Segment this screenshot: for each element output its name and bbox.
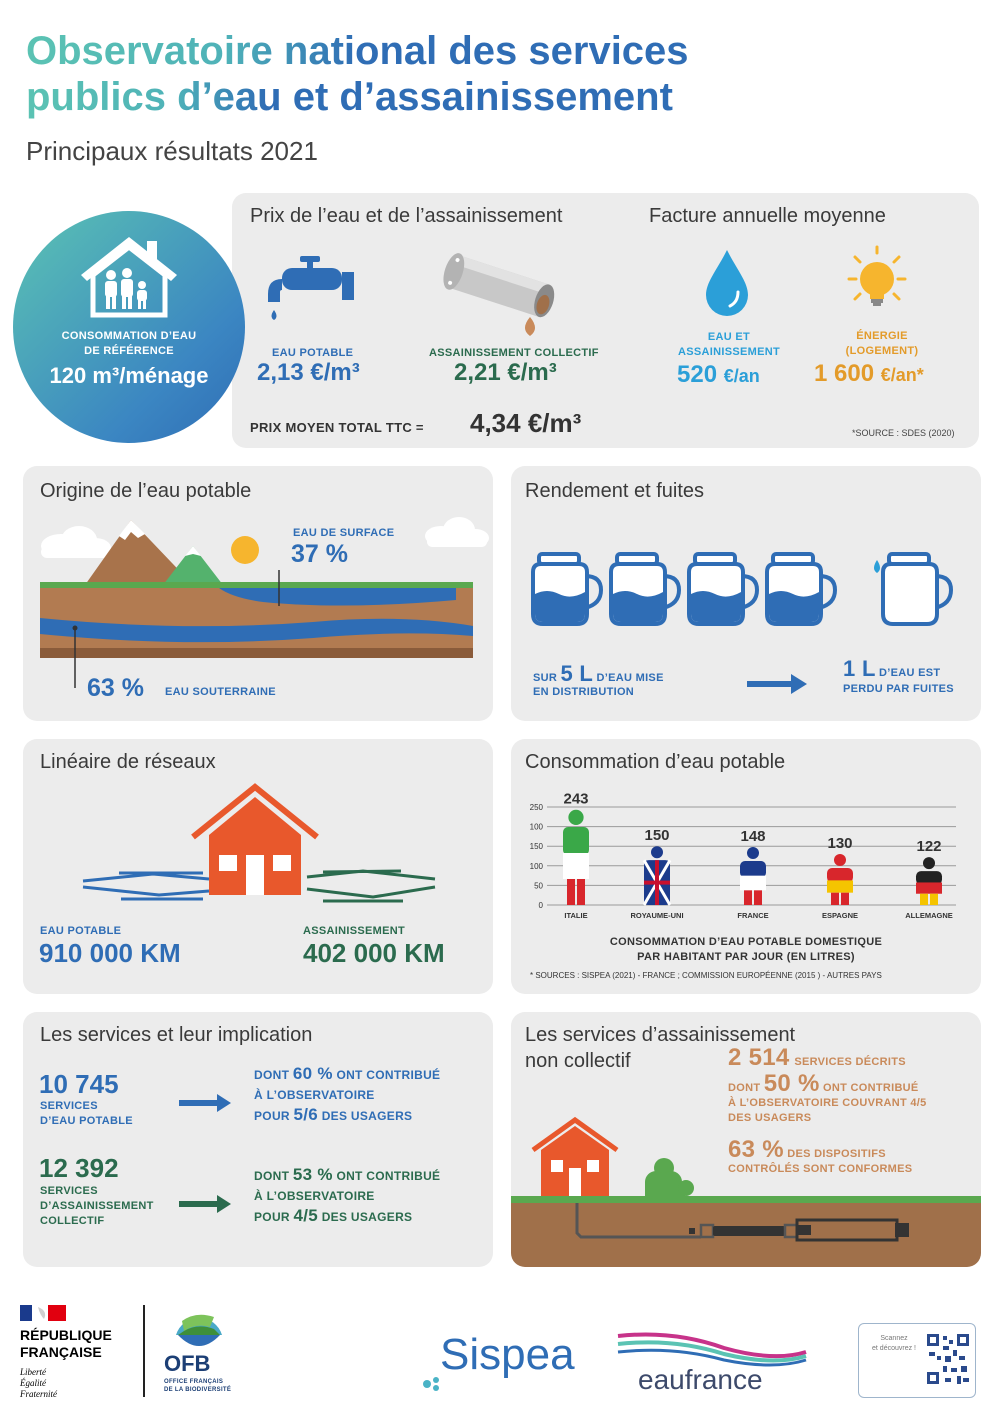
full-jug-icon (685, 550, 761, 630)
rf-motto: Liberté Égalité Fraternité (20, 1367, 57, 1399)
services-assain-number: 12 392 (39, 1153, 119, 1183)
lineaire-assain-value: 402 000 KM (303, 938, 445, 968)
arrow-right-icon (747, 674, 807, 694)
x-category-label: ALLEMAGNE (905, 911, 953, 920)
consumption-label: CONSOMMATION D’EAU DE RÉFÉRENCE (61, 330, 197, 357)
full-jug-icon (607, 550, 683, 630)
souterraine-value: 63 % (87, 674, 144, 702)
arrow-right-icon (179, 1094, 231, 1112)
qr-code-box[interactable] (858, 1323, 976, 1398)
prix-panel (232, 193, 979, 448)
rendement-panel (511, 466, 981, 721)
title-line-1: Observatoire national des services (26, 29, 689, 73)
consommation-panel (511, 739, 981, 994)
qr-code-icon[interactable] (925, 1332, 971, 1390)
page-subtitle: Principaux résultats 2021 (26, 136, 318, 166)
data-label: 148 (740, 827, 766, 845)
facture-source: *SOURCE : SDES (2020) (852, 428, 955, 438)
full-jug-icon (763, 550, 839, 630)
empty-jug-icon (879, 550, 955, 630)
ground-water-illustration (23, 510, 493, 670)
lineaire-assain-label: ASSAINISSEMENT (303, 925, 405, 937)
services-panel (23, 1012, 493, 1267)
total-price-value: 4,34 €/m³ (470, 408, 582, 438)
consumption-circle (13, 211, 245, 443)
total-price-label: PRIX MOYEN TOTAL TTC = (250, 420, 424, 435)
anc-panel (511, 1012, 981, 1267)
surface-value: 37 % (291, 540, 348, 568)
data-label: 130 (827, 835, 853, 853)
y-tick-label: 150 (529, 842, 543, 852)
x-category-label: ROYAUME-UNI (630, 911, 684, 920)
chart-caption: CONSOMMATION D’EAU POTABLE DOMESTIQUE PAR HABITANT PAR JOUR (EN LITRES) (609, 936, 883, 963)
anc-house-septic-illustration (511, 1108, 981, 1267)
y-tick-label: 100 (529, 861, 543, 871)
bar-person-espagne (827, 854, 853, 905)
surface-label: EAU DE SURFACE (293, 527, 395, 539)
services-eau-detail: DONT 60 % ONT CONTRIBUÉ À L’OBSERVATOIRE POUR 5/6 DES USAGERS (254, 1064, 441, 1124)
faucet-icon (268, 248, 358, 328)
services-eau-label: SERVICES D’EAU POTABLE (40, 1100, 133, 1127)
x-category-label: ESPAGNE (821, 911, 859, 920)
eaufrance-text: eaufrance (638, 1364, 763, 1395)
marianne-flag-icon (20, 1303, 68, 1323)
chart-source: * SOURCES : SISPEA (2021) - FRANCE ; COMMISSION EUROPÉENNE (2015 ) - AUTRES PAYS (530, 971, 882, 980)
facture-title: Facture annuelle moyenne (649, 205, 886, 227)
sispea-logo (422, 1330, 582, 1400)
rendement-title: Rendement et fuites (525, 480, 704, 502)
services-title: Les services et leur implication (40, 1024, 313, 1046)
qr-text: Scannez et découvrez ! (872, 1335, 916, 1352)
ofb-text: OFB (164, 1351, 211, 1376)
title-line-2: publics d’eau et d’assainissement (26, 75, 673, 119)
y-tick-label: 0 (538, 901, 543, 910)
origine-title: Origine de l’eau potable (40, 480, 252, 502)
page-title (26, 28, 689, 120)
y-tick-label: 50 (534, 881, 543, 891)
lineaire-panel (23, 739, 493, 994)
y-tick-label: 250 (529, 803, 543, 812)
anc-contribution: DONT 50 % ONT CONTRIBUÉ À L’OBSERVATOIRE COUVRANT 4/5 DES USAGERS (728, 1070, 927, 1124)
x-category-label: FRANCE (737, 911, 769, 920)
bar-person-royaume-uni (644, 846, 670, 905)
eaufrance-logo (614, 1330, 814, 1400)
anc-conformity: 63 % DES DISPOSITIFS CONTRÔLÉS SONT CONFORMES (728, 1136, 913, 1175)
eau-facture-value: 520 €/an (677, 361, 760, 388)
bar-person-france (740, 847, 766, 905)
data-label: 122 (916, 838, 942, 856)
ofb-subtext: OFFICE FRANÇAIS DE LA BIODIVERSITÉ (164, 1379, 232, 1393)
energie-facture-label: ÉNERGIE (LOGEMENT) (845, 330, 919, 357)
data-label: 150 (644, 827, 670, 845)
eau-potable-price-value: 2,13 €/m³ (257, 359, 360, 386)
x-category-label: ITALIE (564, 911, 588, 920)
rf-text: RÉPUBLIQUE FRANÇAISE (20, 1327, 112, 1360)
services-assain-label: SERVICES D’ASSAINISSEMENT COLLECTIF (40, 1185, 154, 1227)
lineaire-title: Linéaire de réseaux (40, 751, 216, 773)
consommation-chart (511, 739, 981, 939)
footer-divider (143, 1305, 145, 1397)
rendement-right-text: 1 L D’EAU EST PERDU PAR FUITES (843, 656, 954, 695)
consumption-value: 120 m³/ménage (49, 363, 209, 388)
energie-facture-value: 1 600 €/an* (814, 360, 924, 387)
eaufrance-waves-icon (614, 1330, 810, 1366)
sispea-text: Sispea (440, 1330, 575, 1379)
full-jug-icon (529, 550, 605, 630)
services-assain-detail: DONT 53 % ONT CONTRIBUÉ À L’OBSERVATOIRE POUR 4/5 DES USAGERS (254, 1165, 441, 1225)
water-drop-icon (702, 248, 752, 318)
prix-title: Prix de l’eau et de l’assainissement (250, 205, 563, 227)
bar-person-allemagne (916, 857, 942, 905)
anc-services-count: 2 514 SERVICES DÉCRITS (728, 1044, 906, 1071)
family-house-icon (77, 231, 181, 321)
ofb-logo (162, 1305, 242, 1400)
services-eau-number: 10 745 (39, 1069, 119, 1099)
eau-facture-label: EAU ET ASSAINISSEMENT (678, 331, 780, 358)
bar-person-italie (563, 810, 589, 905)
souterraine-label: EAU SOUTERRAINE (165, 686, 276, 698)
data-label: 243 (563, 790, 589, 808)
chart-title: Consommation d’eau potable (525, 751, 786, 773)
assainissement-price-value: 2,21 €/m³ (454, 359, 557, 386)
lineaire-eau-value: 910 000 KM (39, 938, 181, 968)
origine-panel (23, 466, 493, 721)
assainissement-price-label: ASSAINISSEMENT COLLECTIF (429, 347, 599, 359)
y-tick-label: 100 (529, 822, 543, 832)
eau-potable-price-label: EAU POTABLE (272, 347, 354, 359)
ofb-globe-icon (170, 1305, 228, 1353)
lineaire-eau-label: EAU POTABLE (40, 925, 122, 937)
rendement-left-text: SUR 5 L D’EAU MISE EN DISTRIBUTION (533, 661, 664, 698)
house-network-illustration (23, 779, 493, 919)
anc-title: Les services d’assainissement non collectif (525, 1024, 796, 1072)
light-bulb-icon (847, 241, 907, 316)
arrow-right-icon (179, 1195, 231, 1213)
pipe-icon (442, 245, 562, 340)
